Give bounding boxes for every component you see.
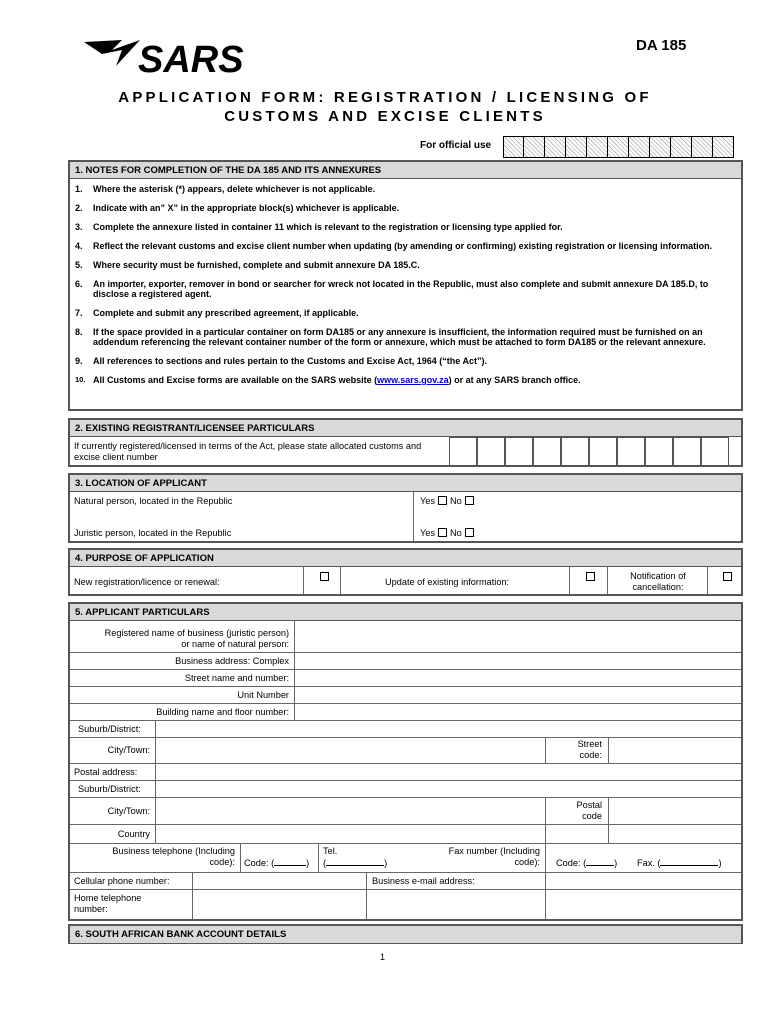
street-code-label: Street code: [577, 739, 602, 760]
street-name-label: Street name and number: [184, 673, 289, 683]
natural-yes-checkbox[interactable] [438, 496, 447, 505]
unit-number-label: Unit Number [237, 690, 289, 700]
note-item: 10. All Customs and Excise forms are available on the SARS website (www.sars.gov.za) or at any SARS branch office. [75, 375, 581, 385]
section-existing-registrant [68, 418, 743, 467]
official-cell [692, 136, 713, 158]
note-item: 4. Reflect the relevant customs and excise client number when updating (by amending or confirming) existing registration or licensing information. [75, 241, 713, 251]
registered-name-label: Registered name of business (juristic person) or name of natural person: [104, 628, 289, 649]
official-cell [608, 136, 629, 158]
section-3-heading: 3. LOCATION OF APPLICANT [70, 475, 741, 492]
juristic-yes-no: Yes No [420, 528, 477, 539]
note-item: 9. All references to sections and rules pertain to the Customs and Excise Act, 1964 (“the Act”). [75, 356, 487, 366]
sars-logo-icon [82, 36, 262, 80]
official-cell [713, 136, 734, 158]
client-number-digit[interactable] [505, 437, 533, 467]
official-cell [629, 136, 650, 158]
section-notes [68, 160, 743, 411]
note-item: 6. An importer, exporter, remover in bond or searcher for wreck not located in the Republic, must also complete and submit annexure DA 185.D, to disclose a registered agent. [75, 279, 709, 299]
cellular-phone-field[interactable] [193, 873, 366, 919]
business-telephone-label: Business telephone (Including code): [112, 846, 235, 867]
postal-code-field[interactable] [609, 798, 741, 824]
business-email-field[interactable] [546, 873, 741, 919]
cellular-phone-label: Cellular phone number: [74, 876, 170, 886]
natural-no-checkbox[interactable] [465, 496, 474, 505]
official-cell [566, 136, 587, 158]
client-number-digit[interactable] [589, 437, 617, 467]
home-telephone-label: Home telephone number: [74, 893, 142, 914]
street-code-field[interactable] [609, 738, 741, 763]
section-2-heading: 2. EXISTING REGISTRANT/LICENSEE PARTICULARS [70, 420, 741, 437]
official-cell [671, 136, 692, 158]
client-number-digit[interactable] [533, 437, 561, 467]
official-cell [650, 136, 671, 158]
note-item: 8. If the space provided in a particular container on form DA185 or any annexure is insufficient, the information required must be furnished on an addendum referencing the relevant container number of the form or annexure, which must be attached to form DA185 or the relevant annexure. [75, 327, 706, 347]
business-tel-number: Tel. ( ) [323, 846, 388, 868]
suburb-field[interactable] [156, 721, 741, 737]
postal-suburb-label: Suburb/District: [78, 784, 141, 794]
juristic-yes-checkbox[interactable] [438, 528, 447, 537]
juristic-person-label: Juristic person, located in the Republic [74, 528, 232, 538]
notification-label: Notification of cancellation: [630, 571, 686, 592]
fax-code: Code: ( ) [556, 858, 618, 868]
new-registration-checkbox[interactable] [320, 572, 329, 581]
note-item: 1. Where the asterisk (*) appears, delete whichever is not applicable. [75, 184, 376, 194]
natural-yes-no: Yes No [420, 496, 477, 507]
client-number-digit[interactable] [645, 437, 673, 467]
page-title [0, 88, 770, 126]
official-cell [545, 136, 566, 158]
section-1-heading: 1. NOTES FOR COMPLETION OF THE DA 185 AND ITS ANNEXURES [70, 162, 741, 179]
document-code: DA 185 [636, 37, 687, 54]
update-info-checkbox[interactable] [586, 572, 595, 581]
client-number-digit[interactable] [673, 437, 701, 467]
postal-city-field[interactable] [156, 798, 545, 824]
section-applicant-particulars [68, 602, 743, 921]
client-number-digit[interactable] [561, 437, 589, 467]
postal-address-field[interactable] [156, 764, 741, 780]
postal-suburb-field[interactable] [156, 781, 741, 797]
unit-number-field[interactable] [295, 687, 741, 703]
section-purpose [68, 548, 743, 596]
client-number-digit[interactable] [477, 437, 505, 467]
city-field[interactable] [156, 738, 545, 763]
business-tel-code: Code: ( ) [244, 858, 310, 868]
postal-code-label: Postal code [576, 800, 602, 821]
official-cell [524, 136, 545, 158]
business-address-label: Business address: Complex [175, 656, 289, 666]
natural-person-label: Natural person, located in the Republic [74, 496, 233, 506]
notes-list [70, 179, 741, 385]
new-registration-label: New registration/licence or renewal: [74, 577, 220, 587]
sars-website-link[interactable]: www.sars.gov.za [377, 375, 449, 385]
title-line-2: CUSTOMS AND EXCISE CLIENTS [224, 108, 546, 125]
postal-address-label: Postal address: [74, 767, 138, 777]
city-label: City/Town: [107, 745, 150, 755]
note-item: 7. Complete and submit any prescribed agreement, if applicable. [75, 308, 359, 318]
street-name-field[interactable] [295, 670, 741, 686]
business-email-label: Business e-mail address: [372, 876, 475, 886]
page-number: 1 [380, 952, 386, 962]
country-label: Country [117, 829, 150, 839]
cancellation-checkbox[interactable] [723, 572, 732, 581]
registered-name-field[interactable] [295, 621, 741, 652]
building-name-label: Building name and floor number: [156, 707, 289, 717]
client-number-label: If currently registered/licensed in terms of the Act, please state allocated customs and excise client number [74, 441, 422, 462]
note-item: 3. Complete the annexure listed in container 11 which is relevant to the registration or licensing type applied for. [75, 222, 563, 232]
suburb-label: Suburb/District: [78, 724, 141, 734]
fax-number: Fax. ( ) [637, 858, 722, 868]
official-cell [503, 136, 524, 158]
fax-number-label: Fax number (Including code): [448, 846, 540, 867]
section-6-heading: 6. SOUTH AFRICAN BANK ACCOUNT DETAILS [70, 926, 741, 943]
section-5-heading: 5. APPLICANT PARTICULARS [70, 604, 741, 621]
update-info-label: Update of existing information: [385, 577, 510, 587]
official-cell [587, 136, 608, 158]
section-4-heading: 4. PURPOSE OF APPLICATION [70, 550, 741, 567]
title-line-1: APPLICATION FORM: REGISTRATION / LICENSING OF [118, 89, 652, 106]
postal-city-label: City/Town: [107, 806, 150, 816]
note-item: 2. Indicate with an” X” in the appropriate block(s) whichever is applicable. [75, 203, 400, 213]
section-bank-account [68, 924, 743, 944]
building-name-field[interactable] [295, 704, 741, 720]
section-location [68, 473, 743, 543]
client-number-digit[interactable] [449, 437, 477, 467]
logo-text: SARS [138, 39, 244, 80]
client-number-digit[interactable] [617, 437, 645, 467]
business-address-field[interactable] [295, 653, 741, 669]
official-use-label: For official use [420, 140, 492, 151]
client-number-digit[interactable] [701, 437, 729, 467]
note-item: 5. Where security must be furnished, complete and submit annexure DA 185.C. [75, 260, 420, 270]
client-number-boxes [449, 437, 729, 467]
official-use-grid [503, 136, 734, 158]
juristic-no-checkbox[interactable] [465, 528, 474, 537]
sars-logo [82, 36, 262, 80]
country-field[interactable] [156, 825, 741, 843]
